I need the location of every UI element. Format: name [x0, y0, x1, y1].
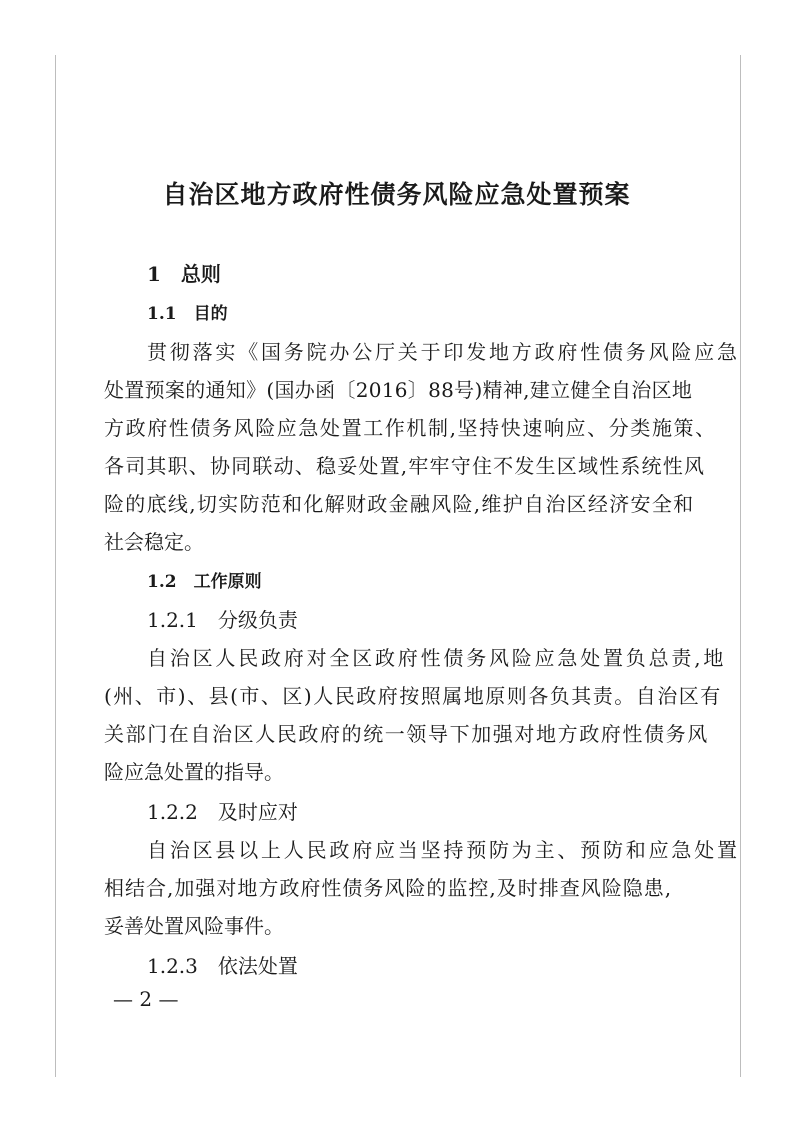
paragraph-line: 处置预案的通知》(国办函〔2016〕88号)精神,建立健全自治区地 [104, 378, 693, 402]
document-title: 自治区地方政府性债务风险应急处置预案 [162, 180, 631, 209]
page-number: — 2 — [113, 987, 179, 1011]
heading-timely: 1.2.2 及时应对 [147, 800, 298, 824]
paragraph-line: 自治区人民政府对全区政府性债务风险应急处置负总责,地 [147, 646, 727, 670]
paragraph-line: 险的底线,切实防范和化解财政金融风险,维护自治区经济安全和 [104, 492, 695, 516]
heading-purpose: 1.1 目的 [147, 304, 228, 324]
heading-lawful: 1.2.3 依法处置 [147, 954, 298, 978]
paragraph-line: 自治区县以上人民政府应当坚持预防为主、预防和应急处置 [147, 838, 740, 862]
paragraph-line: 险应急处置的指导。 [104, 760, 284, 784]
paragraph-line: 关部门在自治区人民政府的统一领导下加强对地方政府性债务风 [104, 722, 709, 746]
heading-grading: 1.2.1 分级负责 [147, 608, 298, 632]
paragraph-line: (州、市)、县(市、区)人民政府按照属地原则各负其责。自治区有 [104, 684, 722, 708]
paragraph-line: 贯彻落实《国务院办公厅关于印发地方政府性债务风险应急 [147, 340, 740, 364]
paragraph-line: 相结合,加强对地方政府性债务风险的监控,及时排查风险隐患, [104, 876, 673, 900]
paragraph-line: 各司其职、协同联动、稳妥处置,牢牢守住不发生区域性系统性风 [104, 454, 706, 478]
heading-principles: 1.2 工作原则 [147, 572, 262, 592]
paragraph-line: 方政府性债务风险应急处置工作机制,坚持快速响应、分类施策、 [104, 416, 717, 440]
heading-general: 1 总则 [147, 262, 221, 286]
paragraph-line: 妥善处置风险事件。 [104, 914, 284, 938]
paragraph-line: 社会稳定。 [104, 530, 204, 554]
